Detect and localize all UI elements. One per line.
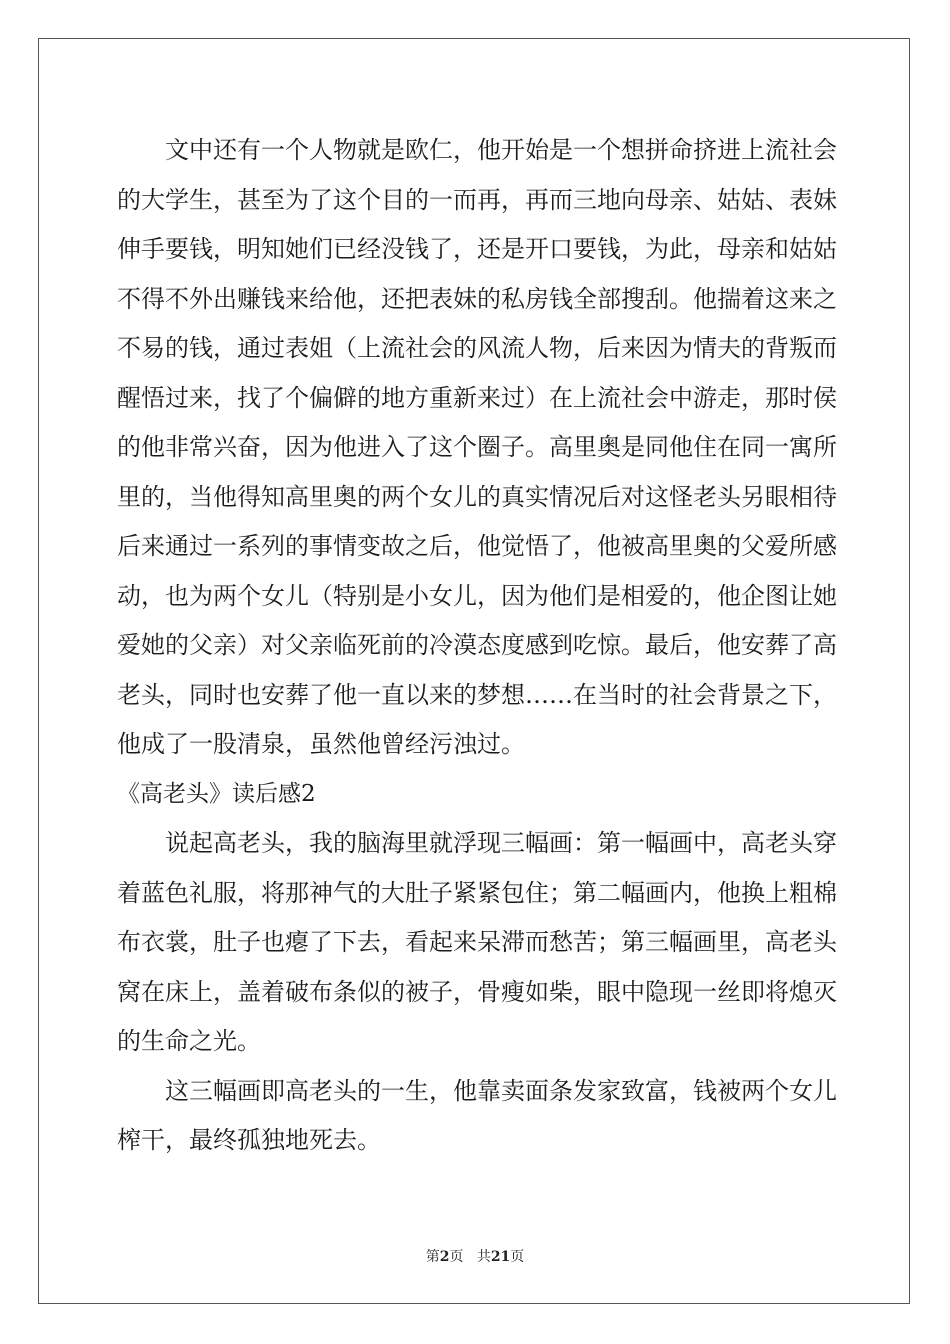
text-line: 这三幅画即高老头的一生，他靠卖面条发家致富，钱被两个女儿 <box>165 1076 837 1105</box>
text-line: 不得不外出赚钱来给他，还把表妹的私房钱全部搜刮。他揣着这来之 <box>117 284 837 313</box>
text-line: 着蓝色礼服，将那神气的大肚子紧紧包住；第二幅画内，他换上粗棉 <box>117 878 837 907</box>
text-line: 窝在床上，盖着破布条似的被子，骨瘦如柴，眼中隐现一丝即将熄灭 <box>117 977 837 1006</box>
paragraph-3 <box>117 1067 837 1166</box>
text-line: 里的，当他得知高里奥的两个女儿的真实情况后对这怪老头另眼相待 <box>117 482 837 511</box>
text-line: 的他非常兴奋，因为他进入了这个圈子。高里奥是同他住在同一寓所 <box>117 433 837 461</box>
text-line: 的生命之光。 <box>117 1027 261 1055</box>
text-line: 爱她的父亲）对父亲临死前的冷漠态度感到吃惊。最后，他安葬了高 <box>117 631 837 659</box>
text-line: 后来通过一系列的事情变故之后，他觉悟了，他被高里奥的父爱所感 <box>117 532 837 560</box>
text-line: 动，也为两个女儿（特别是小女儿，因为他们是相爱的，他企图让她 <box>117 581 837 610</box>
page-footer <box>0 1246 950 1266</box>
text-line: 说起高老头，我的脑海里就浮现三幅画：第一幅画中，高老头穿 <box>165 829 837 857</box>
text-line: 的大学生，甚至为了这个目的一而再，再而三地向母亲、姑姑、表妹 <box>117 185 837 214</box>
document-body <box>117 126 837 1166</box>
text-line: 醒悟过来，找了个偏僻的地方重新来过）在上流社会中游走，那时侯 <box>117 383 837 412</box>
text-line: 榨干，最终孤独地死去。 <box>117 1126 381 1154</box>
paragraph-1 <box>117 126 837 770</box>
total-page-count: 21 <box>490 1249 511 1265</box>
paragraph-2 <box>117 819 837 1067</box>
footer-prefix: 第 <box>425 1249 440 1265</box>
current-page-number: 2 <box>439 1249 450 1265</box>
text-line: 文中还有一个人物就是欧仁，他开始是一个想拼命挤进上流社会 <box>165 136 837 164</box>
text-line: 伸手要钱，明知她们已经没钱了，还是开口要钱，为此，母亲和姑姑 <box>117 235 837 263</box>
footer-page-unit: 页 <box>449 1249 464 1265</box>
text-line: 不易的钱，通过表姐（上流社会的风流人物，后来因为情夫的背叛而 <box>117 334 837 362</box>
text-line: 老头，同时也安葬了他一直以来的梦想……在当时的社会背景之下， <box>117 680 837 709</box>
section-heading: 《高老头》读后感2 <box>117 780 316 807</box>
text-line: 他成了一股清泉，虽然他曾经污浊过。 <box>117 730 525 758</box>
footer-total-unit: 页 <box>510 1249 525 1265</box>
text-line: 布衣裳，肚子也瘪了下去，看起来呆滞而愁苦；第三幅画里，高老头 <box>117 928 837 956</box>
footer-total-prefix: 共 <box>476 1249 491 1265</box>
